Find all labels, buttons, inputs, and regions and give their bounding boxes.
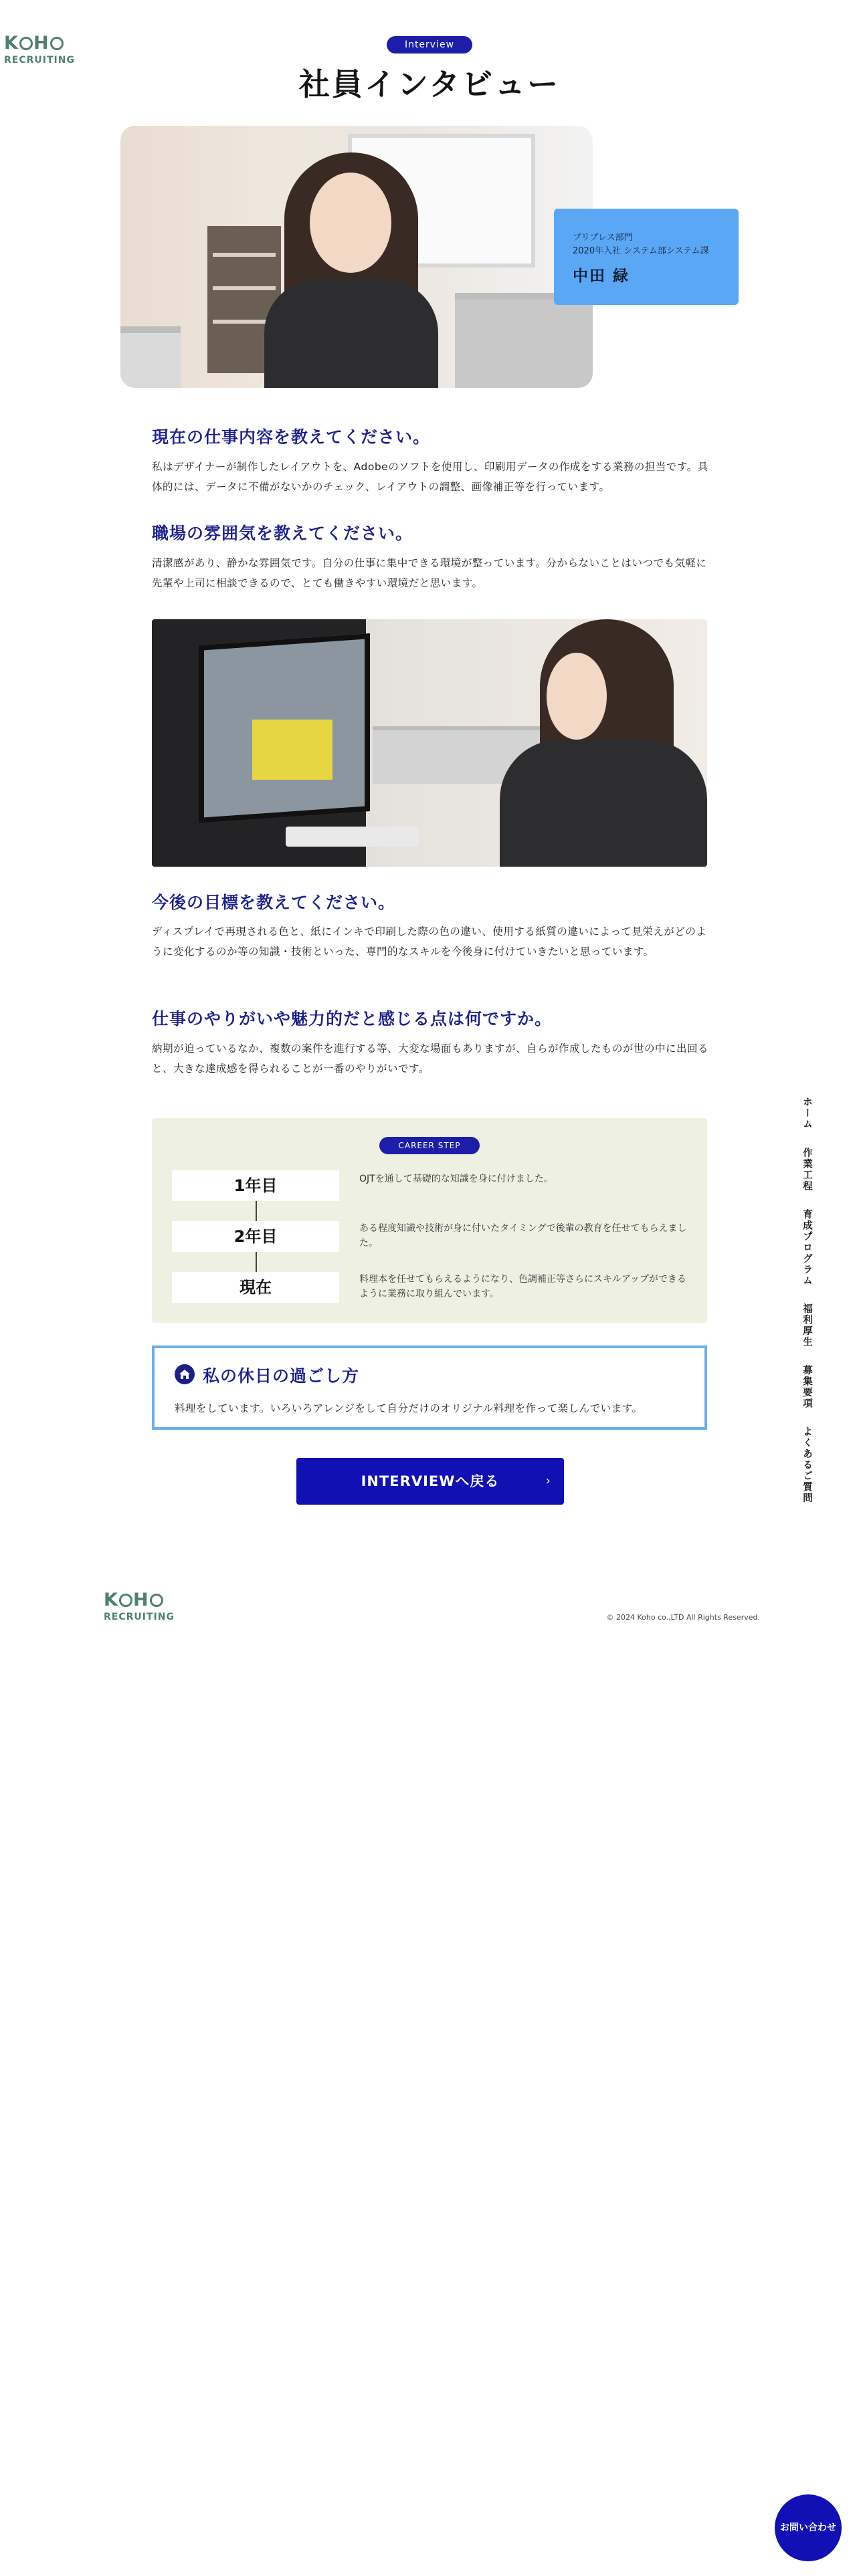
photo-printer — [120, 326, 181, 388]
section-heading: 今後の目標を教えてください。 — [152, 893, 396, 912]
work-photo — [152, 619, 707, 867]
home-icon — [175, 1364, 195, 1384]
page-title: 社員インタビュー — [298, 66, 561, 102]
career-step-panel — [152, 1118, 707, 1323]
nav-item-benefits[interactable]: 福利厚生 — [801, 1303, 812, 1348]
logo-subtext: RECRUITING — [104, 1612, 175, 1622]
nav-item-recruitment[interactable]: 募集要項 — [801, 1365, 812, 1409]
nav-item-training[interactable]: 育成プログラム — [801, 1208, 812, 1286]
side-nav — [800, 1097, 820, 1521]
career-step-label: 1年目 — [172, 1170, 339, 1201]
profile-card — [554, 209, 739, 305]
photo-machine — [455, 293, 593, 388]
career-step-desc: ある程度知識や技術が身に付いたタイミングで後輩の教育を任せてもらえました。 — [359, 1223, 687, 1249]
contact-button[interactable]: お問い合わせ — [775, 2494, 842, 2561]
profile-name: 中田 緑 — [573, 267, 630, 285]
photo-keyboard — [286, 827, 419, 847]
section-heading: 職場の雰囲気を教えてください。 — [152, 524, 413, 543]
chevron-right-icon: › — [545, 1474, 551, 1488]
logo-mark: K H — [4, 33, 66, 53]
career-step-connector — [256, 1201, 257, 1221]
footer-logo[interactable] — [104, 1590, 175, 1622]
site-logo[interactable] — [4, 33, 75, 66]
logo-subtext: RECRUITING — [4, 55, 75, 66]
holiday-title: 私の休日の過ごし方 — [203, 1366, 360, 1386]
back-to-interview-button[interactable] — [296, 1458, 564, 1505]
holiday-text: 料理をしています。いろいろアレンジをして自分だけのオリジナル料理を作って楽しんでいます。 — [175, 1402, 643, 1414]
profile-department: プリプレス部門 2020年入社 システム部システム課 — [573, 233, 709, 256]
nav-item-process[interactable]: 作業工程 — [801, 1147, 812, 1192]
section-body: 納期が迫っているなか、複数の案件を進行する等、大変な場面もありますが、自らが作成したものが世の中に出回ると、大きな達成感を得られることが一番のやりがいです。 — [152, 1043, 709, 1075]
photo-screen-highlight — [252, 720, 332, 780]
career-step-pill: CAREER STEP — [379, 1137, 480, 1154]
interview-pill: Interview — [387, 36, 472, 53]
back-button-label: INTERVIEWへ戻る — [361, 1473, 500, 1489]
nav-item-faq[interactable]: よくあるご質問 — [801, 1426, 812, 1504]
hero-photo — [120, 126, 593, 388]
section-body: 清潔感があり、静かな雰囲気です。自分の仕事に集中できる環境が整っています。分からないことはいつでも気軽に先輩や上司に相談できるので、とても働きやすい環境だと思います。 — [152, 557, 707, 589]
person-jacket — [500, 740, 707, 867]
career-step-connector — [256, 1252, 257, 1272]
career-step-desc: OJTを通して基礎的な知識を身に付けました。 — [359, 1174, 553, 1184]
person-face — [547, 653, 607, 740]
logo-mark: K H — [104, 1590, 168, 1610]
section-heading: 仕事のやりがいや魅力的だと感じる点は何ですか。 — [152, 1009, 553, 1029]
section-heading: 現在の仕事内容を教えてください。 — [152, 427, 431, 447]
person-face — [310, 173, 391, 273]
career-step-label: 2年目 — [172, 1221, 339, 1252]
holiday-box — [152, 1346, 707, 1430]
nav-item-home[interactable]: ホーム — [801, 1097, 812, 1130]
section-body: ディスプレイで再現される色と、紙にインキで印刷した際の色の違い、使用する紙質の違いによって見栄えがどのように変化するのか等の知識・技術といった、専門的なスキルを今後身に付けていきたいと思っています。 — [152, 926, 707, 958]
copyright: © 2024 Koho co.,LTD All Rights Reserved. — [606, 1613, 760, 1622]
career-step-label: 現在 — [172, 1272, 339, 1303]
career-step-desc: 料理本を任せてもらえるようになり、色調補正等さらにスキルアップができるように業務に取り組んでいます。 — [359, 1274, 686, 1299]
section-body: 私はデザイナーが制作したレイアウトを、Adobeのソフトを使用し、印刷用データの作成をする業務の担当です。具体的には、データに不備がないかのチェック、レイアウトの調整、画像補正等を行っています。 — [152, 461, 708, 493]
person-jacket — [264, 280, 438, 388]
